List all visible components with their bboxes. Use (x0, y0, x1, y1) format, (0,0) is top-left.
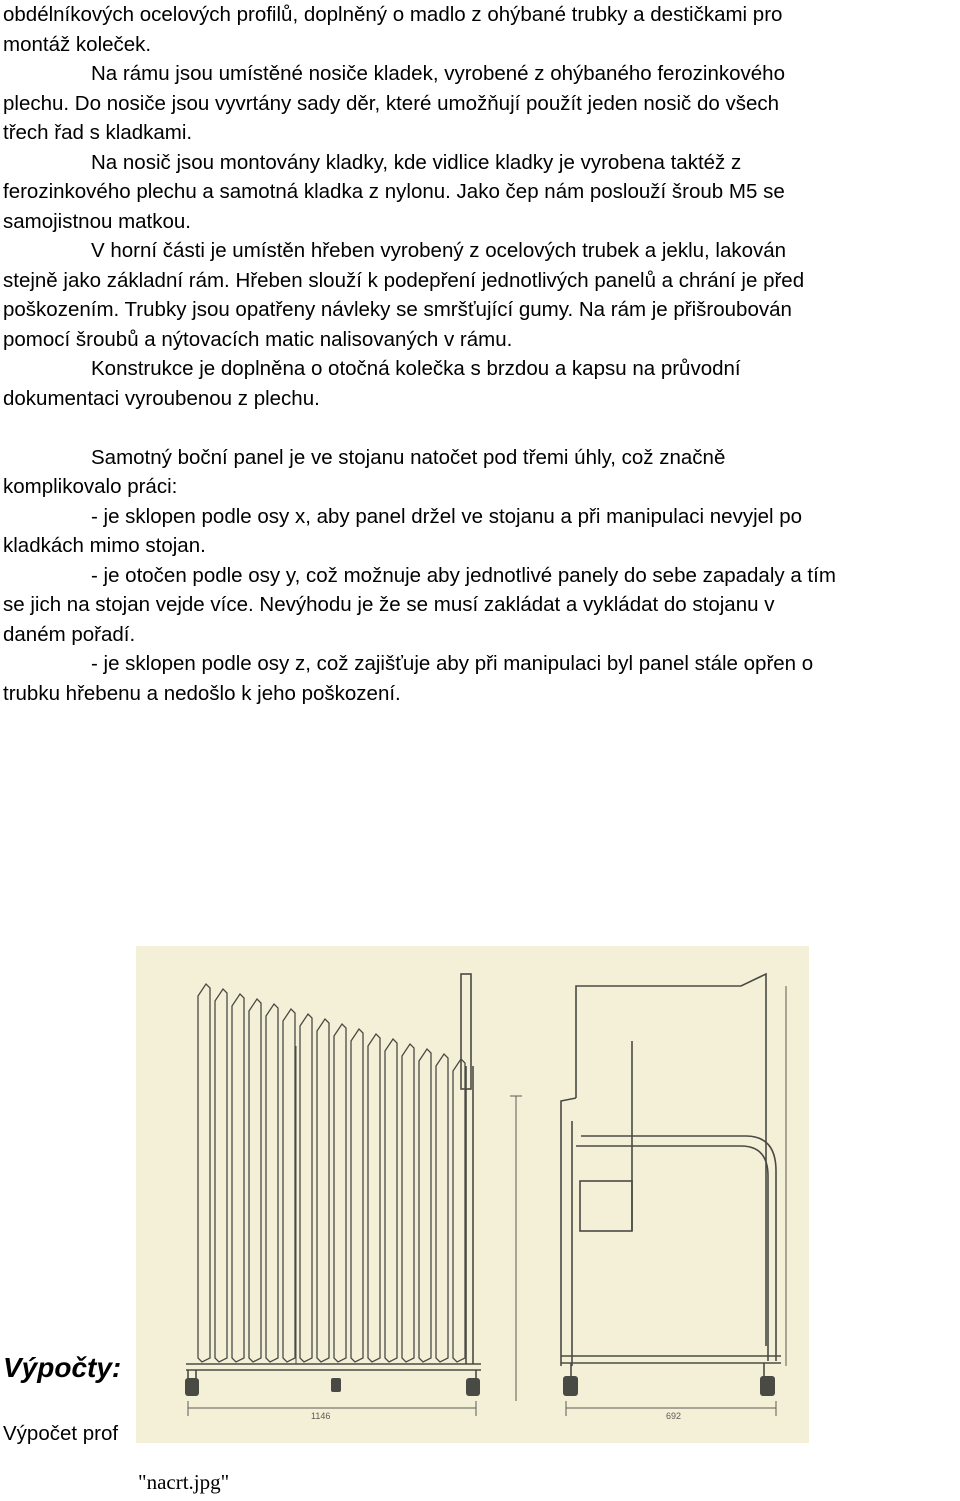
text-line-content: daném pořadí. (3, 622, 136, 646)
text-line (3, 354, 960, 384)
text-line-content: Na rámu jsou umístěné nosiče kladek, vyrobené z ohýbaného ferozinkového (91, 62, 785, 85)
text-line (3, 590, 960, 620)
panel-outline (317, 1019, 329, 1362)
panel-outline (266, 1004, 278, 1362)
paragraph (3, 236, 960, 354)
panel-outline (283, 1009, 295, 1362)
paragraph (3, 561, 960, 650)
text-line-content: pomocí šroubů a nýtovacích matic nalisovaných v rámu. (3, 327, 513, 351)
text-line-content: Konstrukce je doplněna o otočná kolečka s brzdou a kapsu na průvodní (91, 357, 741, 380)
panel-outline (368, 1034, 380, 1362)
dimension-label-right: 692 (666, 1411, 682, 1421)
text-line (3, 472, 960, 502)
paragraph (3, 502, 960, 561)
panel-outline (334, 1024, 346, 1362)
text-line-content: stejně jako základní rám. Hřeben slouží k podepření jednotlivých panelů a chrání je před (3, 268, 805, 292)
text-line-content: kladkách mimo stojan. (3, 534, 206, 557)
text-line-content: Samotný boční panel je ve stojanu natočet pod třemi úhly, což značně (91, 445, 726, 469)
text-line-content: - je otočen podle osy y, což možnuje aby jednotlivé panely do sebe zapadaly a tím (91, 563, 836, 587)
panel-outline (300, 1014, 312, 1362)
text-line (3, 620, 960, 650)
text-line (3, 295, 960, 325)
section-heading: Výpočty: (3, 1352, 122, 1383)
text-line (3, 649, 960, 679)
paragraph (3, 0, 960, 59)
body-text (3, 0, 960, 708)
text-line (3, 89, 960, 119)
panel-outline (232, 994, 244, 1362)
text-line (3, 561, 960, 591)
text-line-content: - je sklopen podle osy x, aby panel držel ve stojanu a při manipulaci nevyjel po (91, 504, 803, 528)
panel-outline (198, 984, 210, 1362)
panel-outline (453, 1059, 465, 1362)
panel-outline (385, 1039, 397, 1362)
paragraph (3, 148, 960, 237)
paragraph (3, 443, 960, 502)
text-line (3, 384, 960, 414)
paragraph-gap (3, 413, 960, 443)
text-line (3, 236, 960, 266)
panel-outline (402, 1044, 414, 1362)
panel-outline (215, 989, 227, 1362)
panel-outline (436, 1054, 448, 1362)
text-line-content: ferozinkového plechu a samotná kladka z nylonu. Jako čep nám poslouží šroub M5 se (3, 180, 785, 203)
figure-caption: "nacrt.jpg" (138, 1470, 230, 1494)
text-line (3, 30, 960, 60)
text-line-content: V horní části je umístěn hřeben vyrobený z ocelových trubek a jeklu, lakován (91, 239, 787, 262)
section-subline: Výpočet prof (3, 1422, 119, 1445)
text-line (3, 531, 960, 561)
text-line (3, 679, 960, 709)
text-line-content: obdélníkových ocelových profilů, doplněný o madlo z ohýbané trubky a destičkami pro (3, 3, 783, 26)
text-line-content: montáž koleček. (3, 32, 152, 56)
paragraph (3, 59, 960, 148)
text-line (3, 325, 960, 355)
paragraph (3, 649, 960, 708)
paragraph (3, 354, 960, 413)
text-line (3, 266, 960, 296)
text-line-content: komplikovalo práci: (3, 475, 178, 498)
text-line-content: třech řad s kladkami. (3, 121, 193, 144)
text-line-content: trubku hřebenu a nedošlo k jeho poškození. (3, 681, 401, 705)
text-line (3, 118, 960, 148)
text-line (3, 443, 960, 473)
text-line-content: - je sklopen podle osy z, což zajišťuje aby při manipulaci byl panel stále opřen o (91, 652, 814, 675)
text-line (3, 59, 960, 89)
panel-outline (419, 1049, 431, 1362)
text-line (3, 0, 960, 30)
panel-outline (351, 1029, 363, 1362)
text-line (3, 502, 960, 532)
text-line-content: Na nosič jsou montovány kladky, kde vidlice kladky je vyrobena taktéž z (91, 150, 742, 174)
panel-outline (249, 999, 261, 1362)
text-line (3, 207, 960, 237)
text-line-content: dokumentaci vyroubenou z plechu. (3, 386, 320, 410)
text-line-content: samojistnou matkou. (3, 209, 192, 233)
text-line (3, 177, 960, 207)
dimension-label-left: 1146 (311, 1411, 331, 1421)
text-line (3, 148, 960, 178)
text-line-content: se jich na stojan vejde více. Nevýhodu je že se musí zakládat a vykládat do stojanu v (3, 593, 775, 616)
text-line-content: plechu. Do nosiče jsou vyvrtány sady děr, které umožňují použít jeden nosič do všech (3, 91, 780, 115)
text-line-content: poškozením. Trubky jsou opatřeny návleky se smršťující gumy. Na rám je přišroubován (3, 298, 792, 321)
stand-drawing-image (136, 946, 809, 1443)
